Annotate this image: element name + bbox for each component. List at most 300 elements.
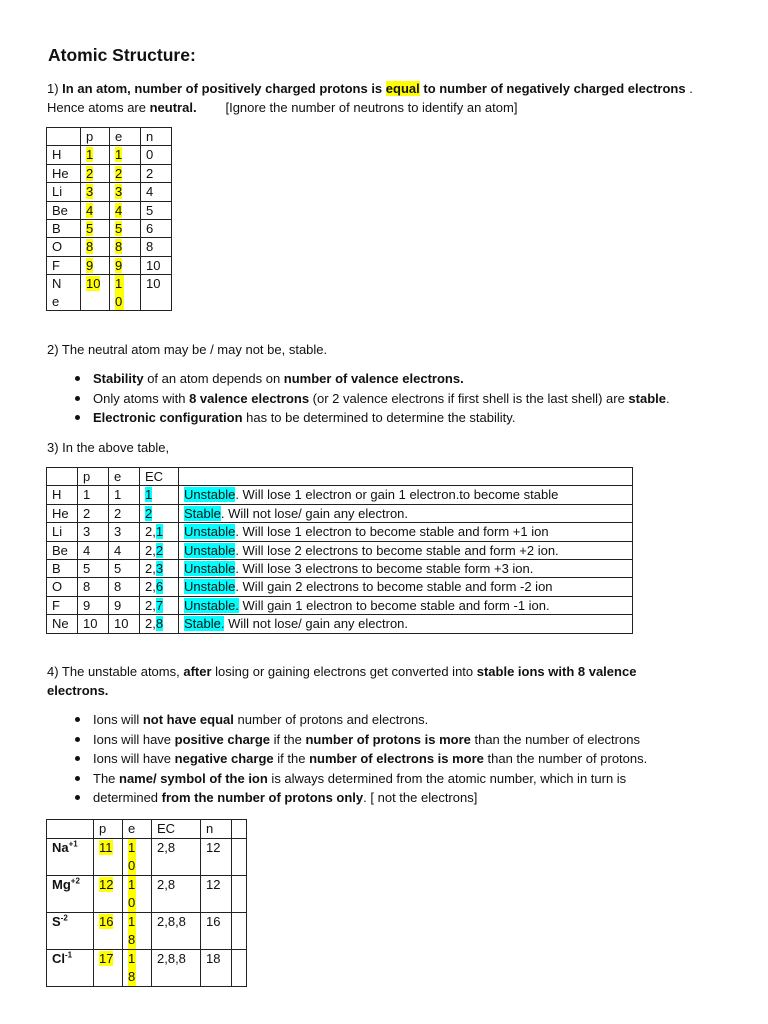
- highlighted-text: equal: [385, 81, 420, 96]
- electrons-cell-text: 9: [114, 597, 122, 613]
- header-cell: [152, 820, 201, 839]
- element-cell-text: F: [52, 257, 60, 273]
- ion-symbol-cell-text: Cl: [52, 951, 65, 966]
- header-cell: [81, 128, 110, 146]
- element-cell: [47, 275, 81, 311]
- status-cell-text: Unstable: [184, 579, 236, 595]
- text-segment: than the number of protons.: [483, 751, 648, 767]
- empty-cell: [232, 913, 247, 950]
- header-cell-text: EC: [157, 821, 176, 836]
- table-row: [47, 950, 247, 987]
- element-cell-text: He: [52, 165, 69, 181]
- text-segment: 2) The neutral atom may be / may not be, stable.: [47, 342, 328, 357]
- ec-valence: 3: [155, 561, 164, 577]
- element-cell-text: H: [52, 147, 62, 163]
- status-cell: [179, 578, 633, 596]
- table-row: [47, 504, 633, 522]
- paragraph-4: [47, 662, 636, 700]
- electrons-cell-text: 10: [128, 877, 136, 910]
- status-cell-text: Unstable: [184, 524, 236, 540]
- header-cell-text: e: [115, 129, 123, 144]
- header-cell: [110, 128, 141, 146]
- text-segment: has to be determined to determine the stability.: [242, 410, 516, 426]
- element-cell-text: O: [52, 579, 63, 595]
- element-cell: [47, 578, 78, 596]
- header-cell-text: p: [83, 469, 91, 484]
- protons-cell: [94, 950, 123, 987]
- ec-cell-text: 2,8,8: [157, 951, 186, 966]
- element-cell-text: O: [52, 239, 63, 255]
- neutrons-cell-text: 8: [146, 239, 154, 255]
- header-cell: [232, 820, 247, 839]
- element-cell: [47, 183, 81, 201]
- status-cell-text: Unstable.: [184, 597, 239, 613]
- element-cell-text: F: [52, 597, 60, 613]
- bullet-item: [75, 788, 647, 808]
- bold-text: positive charge: [174, 731, 271, 747]
- status-note: . Will lose 3 electrons to become stable form +3 ion.: [235, 561, 534, 577]
- status-cell: [179, 523, 633, 541]
- protons-cell: [94, 876, 123, 913]
- ion-symbol-cell-text: Na: [52, 840, 69, 855]
- ion-charge: +1: [68, 839, 78, 849]
- table-row: [47, 275, 172, 311]
- protons-cell: [81, 146, 110, 164]
- status-cell: [179, 560, 633, 578]
- paragraph-3: [47, 438, 169, 457]
- ec-cell-text: 2,: [145, 524, 156, 540]
- protons-cell-text: 4: [83, 542, 91, 558]
- ion-charge: -1: [65, 950, 73, 960]
- status-cell: [179, 615, 633, 633]
- element-cell-text: Be: [52, 542, 68, 558]
- table-row: [47, 164, 172, 182]
- ec-cell-text: 2,: [145, 561, 156, 577]
- neutrons-cell-text: 16: [206, 914, 221, 929]
- element-cell: [47, 596, 78, 614]
- neutrons-cell: [141, 238, 172, 256]
- element-cell-text: B: [52, 561, 61, 577]
- ion-symbol-cell: [47, 876, 94, 913]
- header-cell: [123, 820, 152, 839]
- text-segment: . [ not the electrons]: [363, 790, 478, 806]
- bold-text: after: [183, 664, 212, 679]
- protons-cell-text: 4: [86, 202, 94, 218]
- table-row: [47, 615, 633, 633]
- text-segment: The: [93, 770, 120, 786]
- ec-valence: 1: [155, 524, 164, 540]
- text-segment: than the number of electrons: [470, 731, 640, 747]
- ec-cell-text: 2,: [145, 579, 156, 595]
- protons-cell: [81, 201, 110, 219]
- electrons-cell-text: 4: [114, 542, 122, 558]
- protons-cell-text: 10: [86, 276, 101, 292]
- protons-cell-text: 8: [83, 579, 91, 595]
- bullet-item: [75, 710, 647, 730]
- protons-cell: [81, 164, 110, 182]
- electrons-cell-text: 5: [114, 561, 122, 577]
- electrons-cell: [110, 146, 141, 164]
- bullet-item: [75, 769, 647, 789]
- bold-text: Electronic configuration: [93, 410, 243, 426]
- electrons-cell-text: 10: [114, 616, 129, 632]
- text-segment: Hence atoms are: [47, 100, 150, 115]
- neutrons-cell-text: 4: [146, 184, 154, 200]
- ion-symbol-cell: [47, 950, 94, 987]
- stability-table: [46, 467, 633, 634]
- element-cell: [47, 504, 78, 522]
- ions-table: [46, 819, 247, 987]
- protons-cell-text: 16: [99, 914, 114, 929]
- element-cell-text: Li: [52, 184, 63, 200]
- neutrons-cell: [141, 256, 172, 274]
- empty-cell: [232, 839, 247, 876]
- table-row: [47, 596, 633, 614]
- status-note: . Will lose 1 electron or gain 1 electron.to become stable: [235, 487, 559, 503]
- protons-cell: [78, 596, 109, 614]
- status-cell-text: Stable: [184, 505, 221, 521]
- element-cell-text: H: [52, 487, 62, 503]
- bold-text: not have equal: [142, 712, 234, 727]
- ec-cell-text: 2,8: [157, 840, 176, 855]
- paragraph-2: [47, 340, 327, 359]
- header-row: [47, 468, 633, 486]
- bold-text: to number of negatively charged electrons: [419, 81, 686, 96]
- text-segment: Ions will have: [93, 751, 175, 767]
- ion-symbol-cell: [47, 839, 94, 876]
- electrons-cell-text: 4: [115, 202, 123, 218]
- electrons-cell-text: 10: [128, 840, 136, 873]
- header-cell-text: n: [146, 129, 154, 144]
- electrons-cell: [110, 275, 141, 311]
- status-note: Will gain 1 electron to become stable and form -1 ion.: [238, 597, 550, 613]
- protons-cell-text: 12: [99, 877, 114, 892]
- protons-cell: [78, 523, 109, 541]
- stability-bullets: [75, 369, 670, 428]
- status-cell: [179, 541, 633, 559]
- protons-cell: [94, 913, 123, 950]
- electrons-cell-text: 18: [128, 951, 136, 984]
- table-row: [47, 201, 172, 219]
- bold-text: neutral.: [149, 100, 197, 115]
- protons-cell-text: 3: [86, 184, 94, 200]
- element-cell: [47, 523, 78, 541]
- element-cell: [47, 201, 81, 219]
- ec-cell-text: 2,: [145, 616, 156, 632]
- header-row: [47, 820, 247, 839]
- electrons-cell: [109, 486, 140, 504]
- ec-cell: [140, 486, 179, 504]
- protons-cell-text: 17: [99, 951, 114, 966]
- neutrons-cell: [201, 839, 232, 876]
- electrons-cell: [123, 950, 152, 987]
- element-cell-text: Ne: [52, 276, 62, 309]
- protons-cell-text: 2: [83, 505, 91, 521]
- page-title: Atomic Structure:: [48, 45, 196, 65]
- neutrons-cell: [141, 220, 172, 238]
- table-row: [47, 146, 172, 164]
- bold-text: from the number of protons only: [161, 790, 364, 806]
- element-cell: [47, 560, 78, 578]
- bullet-item: [75, 389, 670, 409]
- table-row: [47, 578, 633, 596]
- electrons-cell-text: 2: [114, 505, 122, 521]
- table-row: [47, 876, 247, 913]
- ec-cell: [140, 523, 179, 541]
- ion-symbol-cell-text: S: [52, 914, 61, 929]
- neutrons-cell-text: 10: [146, 276, 161, 292]
- element-cell: [47, 164, 81, 182]
- bold-text: number of protons is more: [305, 731, 471, 747]
- ec-valence: 1: [145, 487, 153, 503]
- table-stability-container: [46, 467, 633, 634]
- status-cell: [179, 486, 633, 504]
- neutrons-cell-text: 5: [146, 202, 154, 218]
- neutrons-cell: [141, 183, 172, 201]
- header-cell: [179, 468, 633, 486]
- neutrons-cell-text: 12: [206, 840, 221, 855]
- electrons-cell-text: 1: [114, 487, 122, 503]
- ion-symbol-cell-text: Mg: [52, 877, 71, 892]
- atoms-table: [46, 127, 172, 311]
- neutrons-cell-text: 6: [146, 221, 154, 237]
- protons-cell-text: 1: [86, 147, 94, 163]
- text-segment: .: [666, 390, 670, 406]
- table-row: [47, 486, 633, 504]
- status-cell-text: Unstable: [184, 561, 236, 577]
- text-segment: [Ignore the number of neutrons to identify an atom]: [196, 100, 518, 115]
- header-cell-text: p: [86, 129, 94, 144]
- ec-cell-text: 2,8: [157, 877, 176, 892]
- table-row: [47, 256, 172, 274]
- text-line: [47, 681, 636, 700]
- electrons-cell: [123, 839, 152, 876]
- element-cell-text: He: [52, 505, 69, 521]
- element-cell-text: Ne: [52, 616, 69, 632]
- ec-cell: [152, 913, 201, 950]
- electrons-cell: [123, 913, 152, 950]
- text-line: [47, 340, 327, 359]
- ec-valence: 2: [145, 505, 153, 521]
- element-cell: [47, 220, 81, 238]
- text-segment: if the: [270, 731, 306, 747]
- bullet-item: [75, 749, 647, 769]
- bullet-item: [75, 369, 670, 389]
- header-row: [47, 128, 172, 146]
- text-segment: Ions will have: [93, 731, 175, 747]
- status-cell-text: Stable.: [184, 616, 225, 632]
- header-cell-text: n: [206, 821, 214, 836]
- ec-valence: 7: [155, 597, 164, 613]
- ec-cell: [140, 578, 179, 596]
- text-segment: .: [685, 81, 693, 96]
- neutrons-cell: [141, 201, 172, 219]
- ec-cell: [152, 950, 201, 987]
- electrons-cell: [123, 876, 152, 913]
- ec-cell: [140, 560, 179, 578]
- protons-cell-text: 11: [99, 840, 113, 855]
- text-segment: 1): [47, 81, 63, 96]
- table-row: [47, 183, 172, 201]
- protons-cell: [78, 560, 109, 578]
- bold-text: number of valence electrons.: [283, 371, 464, 386]
- text-segment: 4) The unstable atoms,: [47, 664, 184, 679]
- text-segment: of an atom depends on: [143, 371, 284, 386]
- ec-cell: [140, 541, 179, 559]
- neutrons-cell: [141, 146, 172, 164]
- table-atoms-container: [46, 127, 172, 311]
- neutrons-cell: [201, 950, 232, 987]
- neutrons-cell: [141, 164, 172, 182]
- protons-cell-text: 5: [83, 561, 91, 577]
- neutrons-cell-text: 2: [146, 165, 154, 181]
- header-cell-text: p: [99, 821, 107, 836]
- neutrons-cell: [201, 913, 232, 950]
- text-line: [47, 662, 636, 681]
- text-line: [47, 79, 693, 98]
- table-row: [47, 541, 633, 559]
- protons-cell-text: 8: [86, 239, 94, 255]
- empty-cell: [232, 950, 247, 987]
- neutrons-cell: [141, 275, 172, 311]
- electrons-cell: [110, 183, 141, 201]
- element-cell-text: Li: [52, 524, 63, 540]
- text-segment: if the: [273, 751, 310, 767]
- ec-cell: [140, 596, 179, 614]
- protons-cell-text: 10: [83, 616, 98, 632]
- table-row: [47, 523, 633, 541]
- bullet-item: [75, 408, 670, 428]
- protons-cell-text: 9: [86, 257, 94, 273]
- bold-text: name/ symbol of the ion: [119, 770, 268, 786]
- text-segment: number of protons and electrons.: [233, 712, 429, 727]
- electrons-cell: [109, 560, 140, 578]
- electrons-cell-text: 3: [115, 184, 123, 200]
- electrons-cell: [110, 238, 141, 256]
- bold-text: stable: [628, 390, 666, 406]
- status-note: . Will lose 1 electron to become stable and form +1 ion: [235, 524, 549, 540]
- header-cell: [47, 820, 94, 839]
- electrons-cell: [110, 220, 141, 238]
- header-cell: [47, 128, 81, 146]
- ec-cell: [152, 839, 201, 876]
- bold-text: negative charge: [174, 751, 274, 767]
- header-cell: [141, 128, 172, 146]
- protons-cell: [81, 256, 110, 274]
- electrons-cell-text: 2: [115, 165, 123, 181]
- electrons-cell: [109, 504, 140, 522]
- protons-cell: [81, 275, 110, 311]
- status-cell-text: Unstable: [184, 542, 236, 558]
- protons-cell: [81, 220, 110, 238]
- status-cell: [179, 504, 633, 522]
- electrons-cell: [110, 201, 141, 219]
- electrons-cell-text: 5: [115, 221, 123, 237]
- ec-cell: [152, 876, 201, 913]
- protons-cell-text: 5: [86, 221, 94, 237]
- table-ions-container: [46, 819, 247, 984]
- protons-cell: [94, 839, 123, 876]
- element-cell-text: B: [52, 221, 61, 237]
- neutrons-cell-text: 18: [206, 951, 221, 966]
- bold-text: 8 valence electrons: [189, 390, 310, 406]
- ion-bullets: [75, 710, 647, 808]
- status-note: . Will gain 2 electrons to become stable and form -2 ion: [235, 579, 553, 595]
- protons-cell-text: 3: [83, 524, 91, 540]
- protons-cell: [81, 238, 110, 256]
- electrons-cell-text: 10: [115, 276, 123, 309]
- text-segment: Ions will: [93, 712, 143, 727]
- element-cell: [47, 615, 78, 633]
- empty-cell: [232, 876, 247, 913]
- ec-valence: 6: [155, 579, 164, 595]
- table-row: [47, 560, 633, 578]
- ion-charge: +2: [70, 876, 80, 886]
- element-cell: [47, 238, 81, 256]
- status-note: . Will not lose/ gain any electron.: [220, 505, 409, 521]
- element-cell: [47, 486, 78, 504]
- status-cell-text: Unstable: [184, 487, 236, 503]
- text-segment: (or 2 valence electrons if first shell is the last shell) are: [309, 390, 629, 406]
- protons-cell: [78, 578, 109, 596]
- protons-cell: [78, 541, 109, 559]
- ion-charge: -2: [60, 913, 68, 923]
- table-row: [47, 220, 172, 238]
- protons-cell-text: 1: [83, 487, 91, 503]
- electrons-cell: [109, 596, 140, 614]
- table-row: [47, 913, 247, 950]
- bold-text: electrons.: [47, 683, 109, 698]
- element-cell: [47, 541, 78, 559]
- electrons-cell: [109, 541, 140, 559]
- ec-cell: [140, 504, 179, 522]
- header-cell: [94, 820, 123, 839]
- protons-cell-text: 2: [86, 165, 94, 181]
- text-line: [47, 438, 169, 457]
- neutrons-cell-text: 0: [146, 147, 154, 163]
- text-segment: losing or gaining electrons get converted into: [211, 664, 477, 679]
- protons-cell: [78, 615, 109, 633]
- electrons-cell-text: 3: [114, 524, 122, 540]
- text-segment: 3) In the above table,: [47, 440, 170, 455]
- protons-cell: [78, 504, 109, 522]
- electrons-cell: [109, 523, 140, 541]
- neutrons-cell-text: 10: [146, 257, 161, 273]
- header-cell: [47, 468, 78, 486]
- electrons-cell: [110, 164, 141, 182]
- header-cell: [78, 468, 109, 486]
- text-segment: determined: [93, 790, 162, 806]
- ec-cell-text: 2,: [145, 542, 156, 558]
- ec-cell-text: 2,8,8: [157, 914, 186, 929]
- electrons-cell: [110, 256, 141, 274]
- ec-valence: 8: [155, 616, 164, 632]
- neutrons-cell-text: 12: [206, 877, 221, 892]
- electrons-cell: [109, 578, 140, 596]
- electrons-cell: [109, 615, 140, 633]
- text-line: [47, 98, 693, 117]
- text-segment: is always determined from the atomic number, which in turn is: [267, 770, 627, 786]
- electrons-cell-text: 1: [115, 147, 123, 163]
- header-cell: [201, 820, 232, 839]
- element-cell: [47, 146, 81, 164]
- protons-cell: [78, 486, 109, 504]
- status-note: Will not lose/ gain any electron.: [224, 616, 409, 632]
- status-cell: [179, 596, 633, 614]
- header-cell: [109, 468, 140, 486]
- protons-cell: [81, 183, 110, 201]
- element-cell-text: Be: [52, 202, 68, 218]
